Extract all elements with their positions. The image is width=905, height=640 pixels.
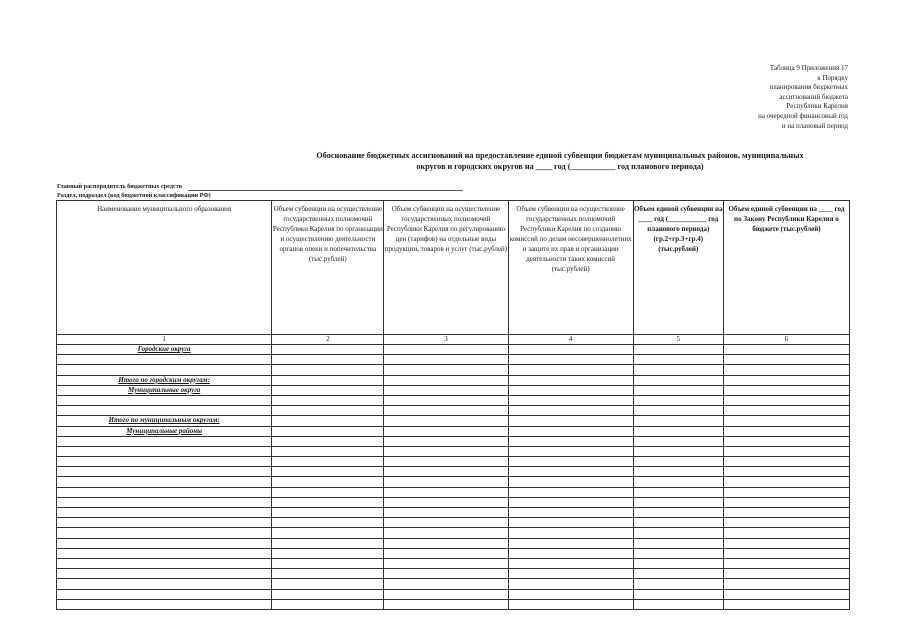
table-cell bbox=[272, 548, 384, 558]
table-cell bbox=[723, 589, 849, 599]
table-cell bbox=[384, 477, 508, 487]
table-cell bbox=[272, 345, 384, 355]
row-label bbox=[57, 569, 272, 579]
row-label bbox=[57, 508, 272, 518]
table-row bbox=[57, 436, 850, 446]
row-label: Городские округа bbox=[57, 345, 272, 355]
table-cell bbox=[508, 579, 633, 589]
table-cell bbox=[272, 487, 384, 497]
table-cell bbox=[384, 375, 508, 385]
table-row bbox=[57, 355, 850, 365]
table-cell bbox=[633, 345, 723, 355]
table-cell bbox=[723, 548, 849, 558]
table-cell bbox=[272, 558, 384, 568]
header-note-line: и на плановый период bbox=[781, 121, 848, 130]
table-row bbox=[57, 599, 850, 609]
table-cell bbox=[508, 497, 633, 507]
table-row bbox=[57, 426, 850, 436]
meta-main-manager bbox=[57, 183, 463, 191]
table-row bbox=[57, 497, 850, 507]
row-label bbox=[57, 406, 272, 416]
table-cell bbox=[633, 599, 723, 609]
table-cell bbox=[272, 385, 384, 395]
table-cell bbox=[633, 518, 723, 528]
table-cell bbox=[384, 569, 508, 579]
table-cell bbox=[723, 528, 849, 538]
table-cell bbox=[508, 508, 633, 518]
table-cell bbox=[384, 497, 508, 507]
title-line-1: Обоснование бюджетных ассигнований на предоставление единой субвенции бюджетам муниципальных районов, муниципальных bbox=[316, 151, 804, 160]
budget-table bbox=[56, 200, 850, 610]
table-row bbox=[57, 579, 850, 589]
table-cell bbox=[272, 497, 384, 507]
table-cell bbox=[384, 446, 508, 456]
table-cell bbox=[272, 365, 384, 375]
table-row bbox=[57, 457, 850, 467]
table-cell bbox=[508, 528, 633, 538]
table-cell bbox=[723, 426, 849, 436]
table-cell bbox=[384, 518, 508, 528]
table-cell bbox=[633, 487, 723, 497]
table-cell bbox=[723, 446, 849, 456]
col-number-4: 4 bbox=[508, 335, 633, 345]
row-label bbox=[57, 355, 272, 365]
row-label bbox=[57, 538, 272, 548]
table-cell bbox=[633, 416, 723, 426]
table-cell bbox=[633, 497, 723, 507]
table-cell bbox=[384, 538, 508, 548]
col-number-6: 6 bbox=[723, 335, 849, 345]
table-row bbox=[57, 395, 850, 405]
row-label: Итого по муниципальным округам: bbox=[57, 416, 272, 426]
header-note-line: планирования бюджетных bbox=[769, 83, 848, 92]
table-cell bbox=[633, 365, 723, 375]
col-header-2: Объем субвенции на осуществление государственных полномочий Республики Карелия по организации и осуществлению деятельности органов опеки и попечительства (тыс.рублей) bbox=[272, 201, 384, 335]
table-cell bbox=[384, 487, 508, 497]
table-cell bbox=[723, 579, 849, 589]
meta-main-manager-blank bbox=[188, 183, 463, 191]
table-cell bbox=[272, 569, 384, 579]
table-cell bbox=[384, 589, 508, 599]
table-row bbox=[57, 365, 850, 375]
table-row bbox=[57, 589, 850, 599]
table-cell bbox=[508, 426, 633, 436]
table-cell bbox=[272, 406, 384, 416]
table-cell bbox=[384, 558, 508, 568]
table-cell bbox=[723, 558, 849, 568]
row-label bbox=[57, 528, 272, 538]
table-row bbox=[57, 446, 850, 456]
table-cell bbox=[384, 548, 508, 558]
table-cell bbox=[723, 385, 849, 395]
table-cell bbox=[723, 538, 849, 548]
row-label bbox=[57, 395, 272, 405]
table-cell bbox=[384, 365, 508, 375]
table-cell bbox=[633, 538, 723, 548]
table-row bbox=[57, 416, 850, 426]
table-cell bbox=[508, 538, 633, 548]
table-row bbox=[57, 548, 850, 558]
table-cell bbox=[508, 589, 633, 599]
row-label: Итого по городским округам: bbox=[57, 375, 272, 385]
table-cell bbox=[508, 518, 633, 528]
table-cell bbox=[384, 426, 508, 436]
row-label bbox=[57, 558, 272, 568]
row-label: Муниципальные округа bbox=[57, 385, 272, 395]
table-cell bbox=[508, 599, 633, 609]
table-cell bbox=[384, 579, 508, 589]
table-cell bbox=[508, 467, 633, 477]
table-cell bbox=[723, 497, 849, 507]
table-cell bbox=[384, 355, 508, 365]
table-cell bbox=[384, 406, 508, 416]
table-cell bbox=[384, 467, 508, 477]
row-label bbox=[57, 436, 272, 446]
table-row bbox=[57, 467, 850, 477]
table-cell bbox=[633, 508, 723, 518]
table-cell bbox=[723, 518, 849, 528]
table-cell bbox=[633, 548, 723, 558]
meta-section bbox=[57, 192, 211, 200]
col-number-2: 2 bbox=[272, 335, 384, 345]
table-cell bbox=[633, 406, 723, 416]
table-cell bbox=[633, 395, 723, 405]
row-label bbox=[57, 487, 272, 497]
table-row bbox=[57, 538, 850, 548]
row-label bbox=[57, 497, 272, 507]
table-cell bbox=[723, 457, 849, 467]
table-cell bbox=[723, 416, 849, 426]
table-cell bbox=[723, 487, 849, 497]
table-cell bbox=[384, 416, 508, 426]
table-cell bbox=[384, 345, 508, 355]
table-row bbox=[57, 487, 850, 497]
table-cell bbox=[723, 467, 849, 477]
table-cell bbox=[272, 477, 384, 487]
table-cell bbox=[508, 406, 633, 416]
table-cell bbox=[723, 395, 849, 405]
table-cell bbox=[508, 548, 633, 558]
table-cell bbox=[723, 365, 849, 375]
table-cell bbox=[633, 579, 723, 589]
table-cell bbox=[508, 569, 633, 579]
table-row bbox=[57, 406, 850, 416]
table-cell bbox=[384, 395, 508, 405]
row-label bbox=[57, 457, 272, 467]
meta-section-label: Раздел, подраздел (код бюджетной классификации РФ) bbox=[57, 192, 211, 199]
row-label bbox=[57, 518, 272, 528]
table-cell bbox=[633, 589, 723, 599]
meta-main-manager-label: Главный распорядитель бюджетных средств bbox=[57, 183, 183, 190]
col-number-5: 5 bbox=[633, 335, 723, 345]
table-cell bbox=[508, 416, 633, 426]
header-note-line: на очередной финансовый год bbox=[758, 111, 848, 120]
table-cell bbox=[633, 375, 723, 385]
table-cell bbox=[633, 528, 723, 538]
table-cell bbox=[272, 599, 384, 609]
table-cell bbox=[272, 457, 384, 467]
table-cell bbox=[272, 436, 384, 446]
table-cell bbox=[633, 355, 723, 365]
table-cell bbox=[508, 477, 633, 487]
column-number-row bbox=[57, 335, 850, 345]
row-label bbox=[57, 446, 272, 456]
table-cell bbox=[272, 355, 384, 365]
table-cell bbox=[723, 569, 849, 579]
table-cell bbox=[272, 446, 384, 456]
table-row bbox=[57, 345, 850, 355]
col-header-5: Объем единой субвенции на ____ год (___________ год планового периода) (гр.2+гр.3+гр.4) (тыс.рублей) bbox=[633, 201, 723, 335]
table-cell bbox=[633, 477, 723, 487]
title-line-2: округов и городских округов на ____ год (___________ год планового периода) bbox=[416, 162, 704, 171]
col-number-3: 3 bbox=[384, 335, 508, 345]
row-label bbox=[57, 599, 272, 609]
table-cell bbox=[508, 385, 633, 395]
col-header-6: Объем единой субвенции на ____ год по Закону Республики Карелия о бюджете (тыс.рублей) bbox=[723, 201, 849, 335]
table-row bbox=[57, 569, 850, 579]
table-cell bbox=[272, 467, 384, 477]
table-cell bbox=[508, 436, 633, 446]
table-cell bbox=[633, 457, 723, 467]
row-label bbox=[57, 365, 272, 375]
table-cell bbox=[508, 446, 633, 456]
table-cell bbox=[272, 518, 384, 528]
table-cell bbox=[272, 589, 384, 599]
table-row bbox=[57, 385, 850, 395]
table-cell bbox=[723, 355, 849, 365]
table-cell bbox=[508, 487, 633, 497]
table-header-row bbox=[57, 201, 850, 335]
table-cell bbox=[633, 558, 723, 568]
document-title bbox=[260, 150, 860, 172]
table-cell bbox=[723, 508, 849, 518]
table-row bbox=[57, 528, 850, 538]
table-row bbox=[57, 477, 850, 487]
row-label: Муниципальные районы bbox=[57, 426, 272, 436]
table-cell bbox=[508, 365, 633, 375]
table-cell bbox=[723, 599, 849, 609]
table-cell bbox=[384, 528, 508, 538]
table-cell bbox=[508, 457, 633, 467]
table-cell bbox=[272, 426, 384, 436]
table-cell bbox=[384, 599, 508, 609]
row-label bbox=[57, 548, 272, 558]
row-label bbox=[57, 579, 272, 589]
table-row bbox=[57, 508, 850, 518]
table-cell bbox=[384, 457, 508, 467]
col-number-1: 1 bbox=[57, 335, 272, 345]
table-cell bbox=[723, 477, 849, 487]
header-note bbox=[608, 64, 848, 131]
table-cell bbox=[633, 467, 723, 477]
col-header-1: Наименование муниципального образования bbox=[57, 201, 272, 335]
col-header-3: Объем субвенции на осуществление государственных полномочий Республики Карелия по регулированию цен (тарифов) на отдельные виды продукции, товаров и услуг (тыс.рублей) bbox=[384, 201, 508, 335]
table-cell bbox=[633, 436, 723, 446]
header-note-line: ассигнований бюджета bbox=[779, 92, 848, 101]
col-header-4: Объем субвенции на осуществление государственных полномочий Республики Карелия по созданию комиссий по делам несовершеннолетних и защите их прав и организации деятельности таких комиссий (тыс.рублей) bbox=[508, 201, 633, 335]
table-cell bbox=[272, 538, 384, 548]
table-cell bbox=[272, 508, 384, 518]
table-cell bbox=[723, 345, 849, 355]
table-cell bbox=[633, 426, 723, 436]
table-cell bbox=[384, 508, 508, 518]
table-cell bbox=[384, 436, 508, 446]
table-cell bbox=[633, 385, 723, 395]
table-cell bbox=[384, 385, 508, 395]
table-cell bbox=[272, 395, 384, 405]
row-label bbox=[57, 589, 272, 599]
table-cell bbox=[508, 558, 633, 568]
header-note-line: Таблица 9 Приложения 17 bbox=[769, 64, 848, 72]
header-note-line: Республики Карелия bbox=[786, 102, 848, 111]
table-cell bbox=[723, 406, 849, 416]
table-cell bbox=[633, 446, 723, 456]
table-cell bbox=[633, 569, 723, 579]
table-cell bbox=[508, 395, 633, 405]
table-row bbox=[57, 518, 850, 528]
header-note-line: к Порядку bbox=[817, 73, 848, 82]
row-label bbox=[57, 477, 272, 487]
table-row bbox=[57, 375, 850, 385]
row-label bbox=[57, 467, 272, 477]
table-cell bbox=[272, 375, 384, 385]
table-cell bbox=[272, 579, 384, 589]
table-cell bbox=[723, 436, 849, 446]
table-cell bbox=[272, 416, 384, 426]
table-cell bbox=[508, 355, 633, 365]
table-cell bbox=[508, 375, 633, 385]
table-cell bbox=[723, 375, 849, 385]
table-cell bbox=[272, 528, 384, 538]
table-row bbox=[57, 558, 850, 568]
table-cell bbox=[508, 345, 633, 355]
